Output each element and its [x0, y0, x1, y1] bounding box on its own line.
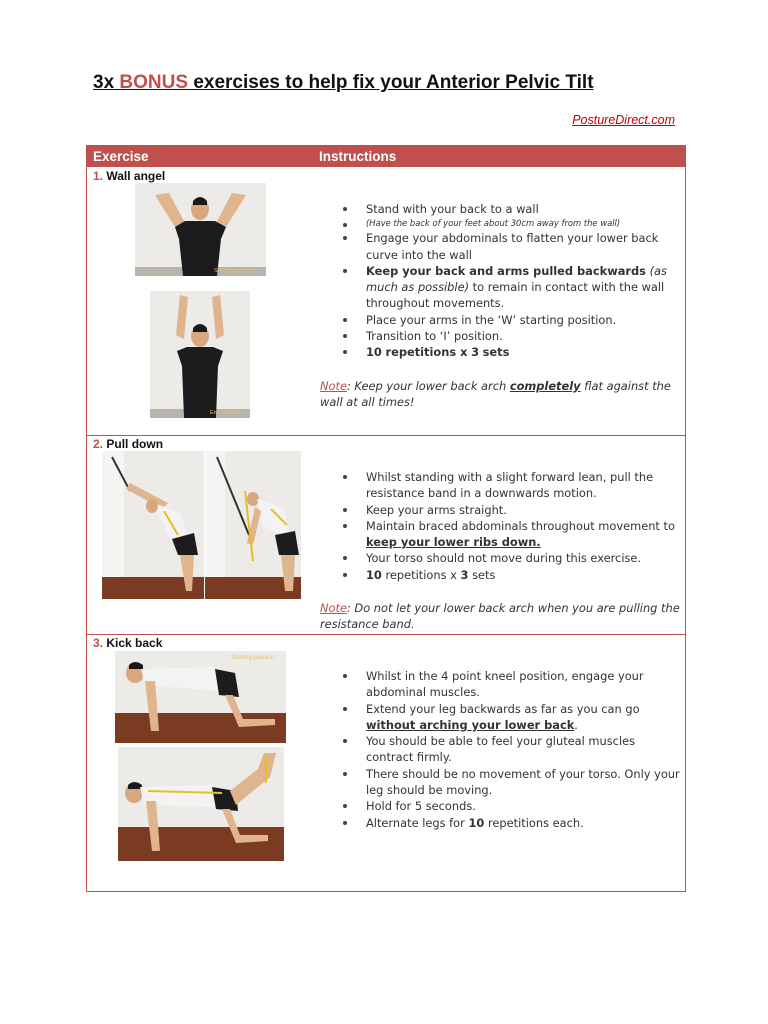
page-title: [93, 70, 713, 96]
kick-back-start-photo: [115, 651, 286, 743]
pull-down-end-photo: [205, 451, 301, 599]
exercise-row-pull-down: [87, 435, 685, 635]
wall-angel-start-photo: [135, 183, 266, 276]
exercise-table: [86, 145, 686, 892]
exercise-row-kick-back: [87, 634, 685, 891]
list-item: (Have the back of your feet about 30cm away from the wall): [320, 217, 682, 230]
start-caption: Starting position: [231, 655, 275, 661]
start-caption: Starting position: [214, 268, 254, 274]
end-caption: End position: [210, 410, 241, 416]
note-pull-down: Note: Do not let your lower back arch when you are pulling the resistance band.: [320, 601, 680, 632]
list-item: Keep your arms straight.: [320, 502, 682, 518]
kick-back-end-photo: [118, 747, 284, 861]
table-header: [87, 146, 685, 167]
list-item: Transition to ‘I’ position.: [320, 328, 682, 344]
list-item: 10 repetitions x 3 sets: [320, 344, 682, 360]
title-suffix: exercises to help fix your Anterior Pelvic Tilt: [188, 72, 594, 93]
list-item: Hold for 5 seconds.: [320, 798, 682, 814]
instructions-pull-down: [320, 469, 682, 633]
list-item: Whilst standing with a slight forward lean, pull the resistance band in a downwards motion.: [320, 469, 682, 502]
header-instructions: Instructions: [319, 149, 397, 164]
exercise-title: Pull down: [106, 437, 164, 451]
title-accent: BONUS: [119, 72, 189, 93]
exercise-number: 2.: [93, 437, 104, 451]
list-item: Keep your back and arms pulled backwards (as much as possible) to remain in contact with the wall throughout movements.: [320, 263, 682, 312]
instructions-wall-angel: [320, 201, 682, 410]
exercise-name: [93, 636, 162, 650]
exercise-name: [93, 437, 163, 451]
title-prefix: 3x: [93, 72, 120, 93]
exercise-title: Wall angel: [106, 169, 166, 183]
note-wall-angel: Note: Keep your lower back arch completely flat against the wall at all times!: [320, 378, 671, 409]
list-item: Your torso should not move during this exercise.: [320, 550, 682, 566]
exercise-title: Kick back: [106, 636, 163, 650]
list-item: Engage your abdominals to flatten your lower back curve into the wall: [320, 230, 682, 263]
list-item: You should be able to feel your gluteal muscles contract firmly.: [320, 733, 682, 766]
pull-down-start-photo: [102, 451, 204, 599]
list-item: Extend your leg backwards as far as you can go without arching your lower back.: [320, 701, 682, 734]
exercise-row-wall-angel: [87, 167, 685, 436]
list-item: Maintain braced abdominals throughout movement to keep your lower ribs down.: [320, 518, 682, 551]
list-item: 10 repetitions x 3 sets: [320, 567, 682, 583]
list-item: Stand with your back to a wall: [320, 201, 682, 217]
wall-angel-end-photo: [150, 291, 250, 418]
list-item: There should be no movement of your torso. Only your leg should be moving.: [320, 766, 682, 799]
site-link[interactable]: PostureDirect.com: [572, 113, 675, 127]
list-item: Alternate legs for 10 repetitions each.: [320, 815, 682, 831]
header-exercise: Exercise: [93, 149, 149, 164]
exercise-number: 1.: [93, 169, 104, 183]
instructions-kick-back: [320, 668, 682, 831]
list-item: Whilst in the 4 point kneel position, engage your abdominal muscles.: [320, 668, 682, 701]
list-item: Place your arms in the ‘W’ starting position.: [320, 312, 682, 328]
exercise-number: 3.: [93, 636, 104, 650]
exercise-name: [93, 169, 165, 183]
